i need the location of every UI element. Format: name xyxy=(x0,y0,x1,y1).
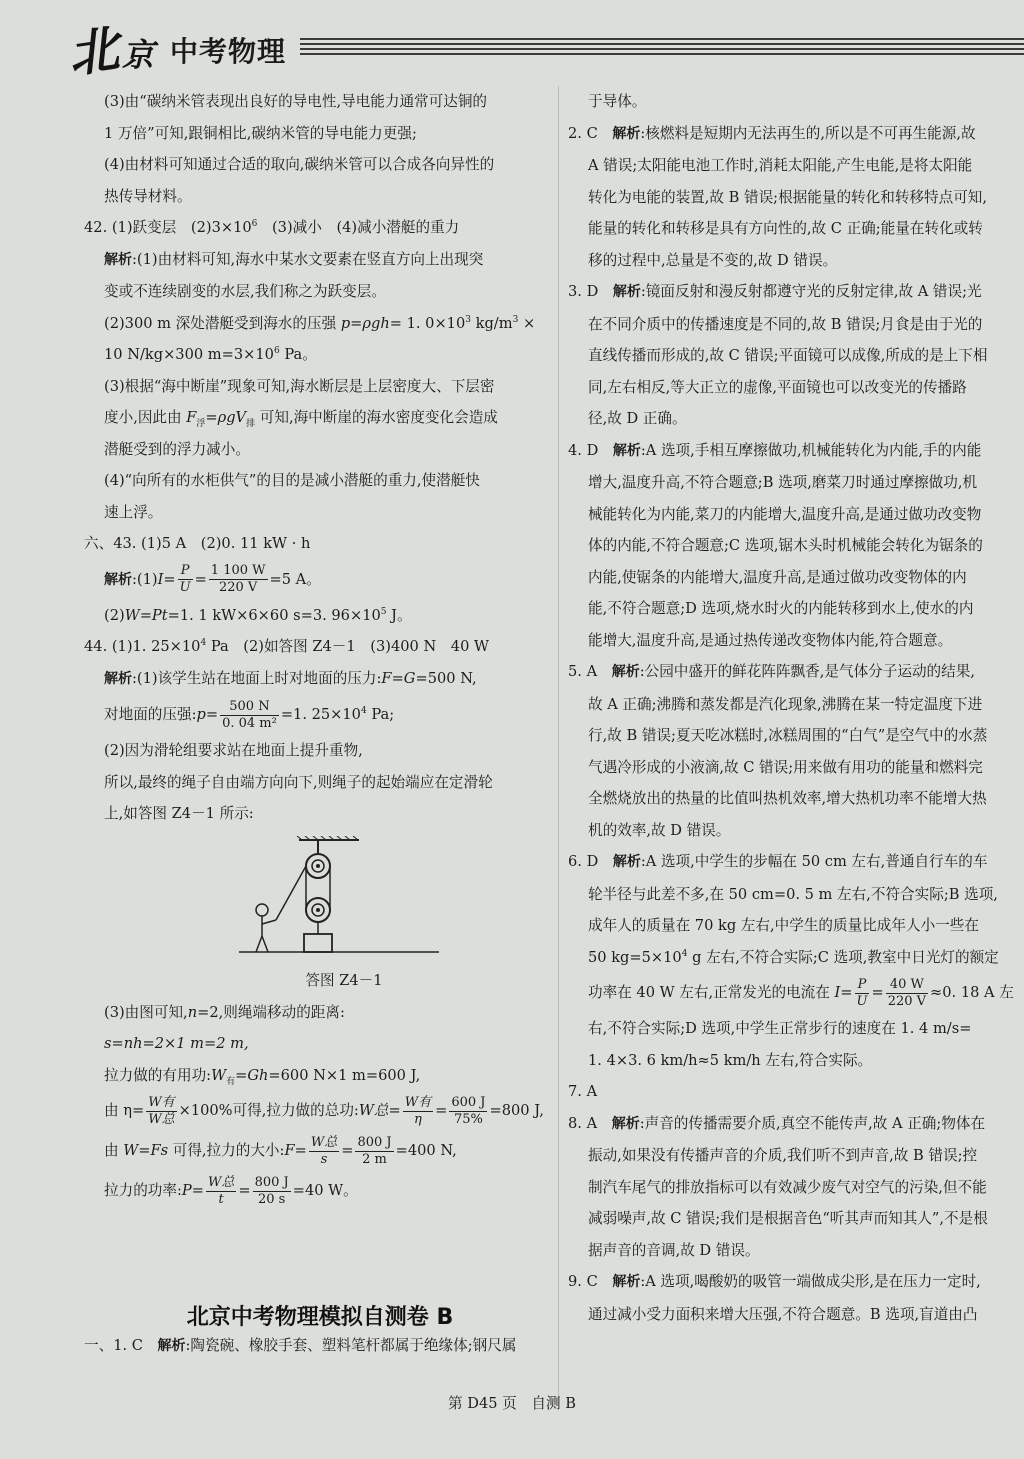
text-line: 径,故 D 正确。 xyxy=(588,410,687,427)
text-line: 度小,因此由 $F_浮=\rho gV_排$ 可知,海中断崖的海水密度变化会造成 xyxy=(104,409,498,429)
text-line: 于导体。 xyxy=(588,93,647,110)
text-line: 右,不符合实际;D 选项,中学生正常步行的速度在 1. 4 m/s= xyxy=(588,1020,972,1037)
logo-bei: 北 xyxy=(64,18,123,85)
text-line: (2)300 m 深处潜艇受到海水的压强 p=ρgh= 1. $0\times 10^3$ $kg/m^3$ × xyxy=(104,314,536,332)
text-line: 同,左右相反,等大正立的虚像,平面镜也可以改变光的传播路 xyxy=(588,378,967,396)
column-divider xyxy=(558,86,559,1406)
text-line: 直线传播而形成的,故 C 错误;平面镜可以成像,所成的是上下相 xyxy=(588,347,988,364)
answer-2: 2. C 解析:核燃料是短期内无法再生的,所以是不可再生能源,故 xyxy=(568,124,976,142)
text-line: 故 A 正确;沸腾和蒸发都是汽化现象,沸腾在某一特定温度下进 xyxy=(588,695,983,713)
text-line: 成年人的质量在 70 kg 左右,中学生的质量比成年人小一些在 xyxy=(588,917,979,934)
text-line: 热传导材料。 xyxy=(104,187,192,205)
text-line: 体的内能,不符合题意;C 选项,锯木头时机械能会转化为锯条的 xyxy=(588,537,983,554)
answer-43: 六、43. (1)5 A (2)0. 11 kW · h xyxy=(84,535,311,552)
text-line: 在不同介质中的传播速度是不同的,故 B 错误;月食是由于光的 xyxy=(588,315,983,333)
answer-6: 6. D 解析:A 选项,中学生的步幅在 50 cm 左右,普通自行车的车 xyxy=(568,853,988,870)
answer-44: 44. (1)1. $25\times 10^4$ Pa (2)如答图 Z4－1 (3)400 N 40 W xyxy=(84,638,490,655)
text-line: 能,不符合题意;D 选项,烧水时火的内能转移到水上,使水的内 xyxy=(588,600,974,617)
text-line: 增大,温度升高,不符合题意;B 选项,磨菜刀时通过摩擦做功,机 xyxy=(588,474,978,491)
text-line: 速上浮。 xyxy=(104,503,163,521)
text-line: 上,如答图 Z4－1 所示: xyxy=(104,805,254,822)
text-line: 解析:(1)该学生站在地面上时对地面的压力:F=G=500 N, xyxy=(104,669,477,687)
figure-caption: 答图 Z4－1 xyxy=(305,972,383,989)
text-line: (4)“向所有的水柜供气”的目的是减小潜艇的重力,使潜艇快 xyxy=(104,472,480,489)
section-title: 北京中考物理模拟自测卷 B xyxy=(186,1305,454,1330)
text-line: 50 $kg=5\times 10^4$ g 左右,不符合实际;C 选项,教室中日光灯的额定 xyxy=(588,948,999,966)
pulley-figure xyxy=(234,836,444,997)
text-line: 移的过程中,总量是不变的,故 D 错误。 xyxy=(588,251,838,269)
left-column xyxy=(84,86,552,1211)
answer-9: 9. C 解析:A 选项,喝酸奶的吸管一端做成尖形,是在压力一定时, xyxy=(568,1273,981,1290)
page-footer: 第 D45 页 自测 B xyxy=(448,1395,576,1412)
text-line: (3)由图可知,n=2,则绳端移动的距离: xyxy=(104,1003,345,1021)
left-column-bottom xyxy=(84,1330,552,1363)
header-title: 中考物理 xyxy=(170,35,287,68)
text-line: 全燃烧放出的热量的比值叫热机效率,增大热机功率不能增大热 xyxy=(588,790,987,807)
text-line: 解析:(1)由材料可知,海水中某水文要素在竖直方向上出现突 xyxy=(104,250,484,268)
answer-1: 一、1. C 解析:陶瓷碗、橡胶手套、塑料笔杆都属于绝缘体;钢尺属 xyxy=(84,1337,517,1354)
answer-42: 42. (1)跃变层 $(2)3\times 10^6$ (3)减小 (4)减小潜艇的重力 xyxy=(84,219,460,236)
text-line: (4)由材料可知通过合适的取向,碳纳米管可以合成各向异性的 xyxy=(104,156,495,173)
logo-jing: 京 xyxy=(122,36,155,74)
text-line: 能增大,温度升高,是通过热传递改变物体内能,符合题意。 xyxy=(588,631,953,649)
text-line: 减弱噪声,故 C 错误;我们是根据音色“听其声而知其人”,不是根 xyxy=(588,1210,988,1227)
text-line: 变或不连续剧变的水层,我们称之为跃变层。 xyxy=(104,283,386,300)
text-line: (2)因为滑轮组要求站在地面上提升重物, xyxy=(104,742,363,759)
formula-line: 对地面的压强:p= $\frac{500 N}{\text{0. 04 m²}}$ =1. $25\times 10^4$ Pa; xyxy=(104,698,395,731)
text-line: A 错误;太阳能电池工作时,消耗太阳能,产生电能,是将太阳能 xyxy=(588,157,973,174)
text-line: 转化为电能的装置,故 B 错误;根据能量的转化和转移特点可知, xyxy=(588,188,988,206)
answer-5: 5. A 解析:公园中盛开的鲜花阵阵飘香,是气体分子运动的结果, xyxy=(568,663,975,680)
text-line: 行,故 B 错误;夏天吃冰糕时,冰糕周围的“白气”是空气中的水蒸 xyxy=(588,727,988,744)
text-line: 振动,如果没有传播声音的介质,我们听不到声音,故 B 错误;控 xyxy=(588,1147,978,1164)
text-line: 械能转化为内能,菜刀的内能增大,温度升高,是通过做功改变物 xyxy=(588,505,982,523)
text-line: 能量的转化和转移是具有方向性的,故 C 正确;能量在转化或转 xyxy=(588,220,983,237)
text-line: 拉力做的有用功$:W_有=Gh=600$ N×1 m=600 J, xyxy=(104,1066,421,1087)
text-line: 10 N/kg×300 $m=3\times 10^6$ Pa。 xyxy=(104,346,317,363)
text-line: 1 万倍”可知,跟铜相比,碳纳米管的导电能力更强; xyxy=(104,124,417,142)
answer-8: 8. A 解析:声音的传播需要介质,真空不能传声,故 A 正确;物体在 xyxy=(568,1114,986,1132)
text-line: (3)根据“海中断崖”现象可知,海水断层是上层密度大、下层密 xyxy=(104,377,495,395)
header-rule xyxy=(300,38,1024,64)
text-line: 所以,最终的绳子自由端方向向下,则绳子的起始端应在定滑轮 xyxy=(104,773,493,791)
text-line: s=nh=2×1 m=2 m, xyxy=(104,1035,249,1052)
answer-4: 4. D 解析:A 选项,手相互摩擦做功,机械能转化为内能,手的内能 xyxy=(568,441,982,459)
text-line: 据声音的音调,故 D 错误。 xyxy=(588,1241,760,1259)
text-line: 1. 4×3. 6 km/h≈5 km/h 左右,符合实际。 xyxy=(588,1051,873,1069)
text-line: (2)W=Pt=1. 1 kW×6×60 s=3. $96\times 10^5$ J。 xyxy=(104,606,412,624)
text-line: 制汽车尾气的排放指标可以有效减少废气对空气的污染,但不能 xyxy=(588,1178,987,1196)
text-line: 内能,使锯条的内能增大,温度升高,是通过做功改变物体的内 xyxy=(588,568,967,586)
text-line: 机的效率,故 D 错误。 xyxy=(588,821,731,839)
text-line: (3)由“碳纳米管表现出良好的导电性,导电能力通常可达铜的 xyxy=(104,93,488,110)
formula-line: 拉力的功率:P= $\frac{\text{W总}}{t}$ = $\frac{800 J}{20 s}$ =40 W。 xyxy=(104,1174,358,1207)
text-line: 潜艇受到的浮力减小。 xyxy=(104,440,250,458)
formula-line: 由 W=Fs 可得,拉力的大小:F= $\frac{\text{W总}}{s}$ = $\frac{800 J}{2 m}$ =400 N, xyxy=(104,1134,457,1167)
right-column xyxy=(568,86,1024,1330)
text-line: 气遇冷形成的小液滴,故 C 错误;用来做有用功的能量和燃料完 xyxy=(588,758,983,776)
text-line: 通过减小受力面积来增大压强,不符合题意。B 选项,盲道由凸 xyxy=(588,1305,978,1323)
formula-line: 功率在 40 W 左右,正常发光的电流在 I= $\frac{P}{U}$ = $\frac{40 W}{220 V}$ ≈0. 18 A 左 xyxy=(588,976,1014,1009)
answer-7: 7. A xyxy=(568,1083,598,1100)
jiexi-label: 解析 xyxy=(104,251,132,268)
formula-line: 解析:(1)I= $\frac{P}{U}$ = $\frac{1 100 W}{220 V}$ =5 A。 xyxy=(104,563,321,595)
formula-line: 由 η= $\frac{\text{W有}}{\text{W总}}$ ×100%可得,拉力做的总功:W总= $\frac{\text{W有}}{\eta}$ = $\frac{600 J}{75\%}$ =800 J, xyxy=(104,1094,544,1127)
text-line: 轮半径与此差不多,在 50 cm=0. 5 m 左右,不符合实际;B 选项, xyxy=(588,885,998,903)
answer-3: 3. D 解析:镜面反射和漫反射都遵守光的反射定律,故 A 错误;光 xyxy=(568,283,982,300)
pulley-diagram xyxy=(234,836,444,954)
page-header xyxy=(0,0,1024,85)
